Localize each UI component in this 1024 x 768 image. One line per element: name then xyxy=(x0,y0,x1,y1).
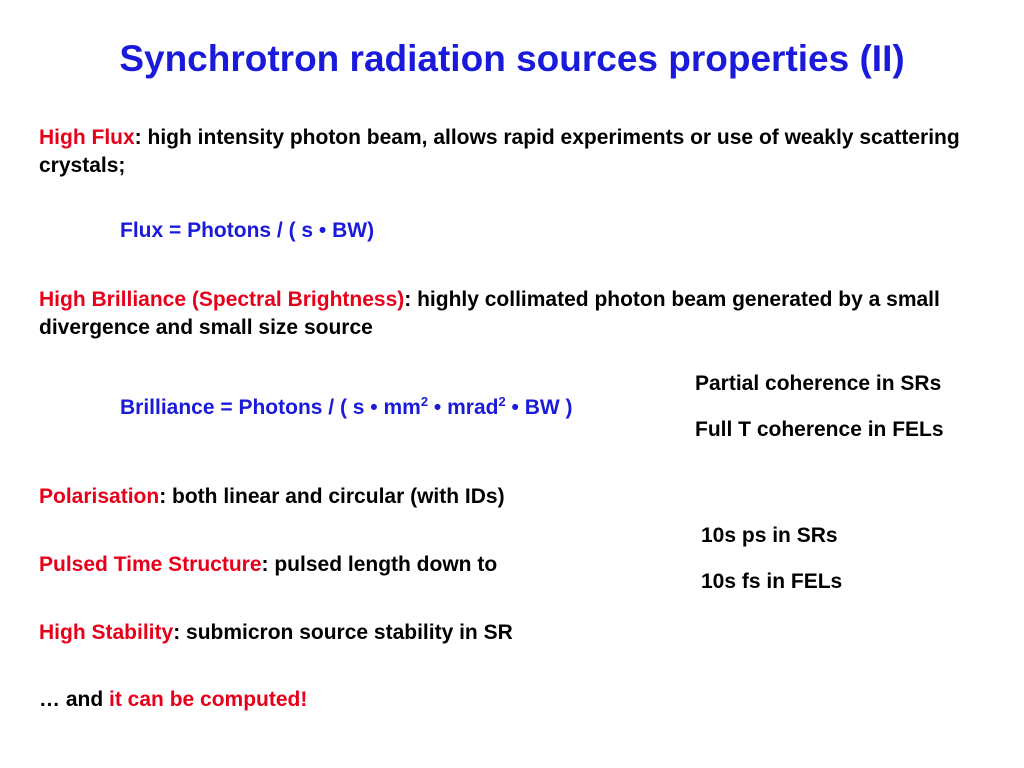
polarisation-paragraph xyxy=(39,483,979,511)
brilliance-term: High Brilliance (Spectral Brightness) xyxy=(39,288,405,311)
flux-term: High Flux xyxy=(39,126,135,149)
stability-paragraph xyxy=(39,619,979,647)
brilliance-description: : highly collimated photon beam generated by a small divergence and small size source xyxy=(39,288,940,339)
coherence-note-sr: Partial coherence in SRs xyxy=(695,372,942,395)
closing-highlight: it can be computed! xyxy=(109,688,308,711)
pulsed-paragraph xyxy=(39,551,979,579)
closing-prefix: … and xyxy=(39,688,110,711)
stability-term: High Stability xyxy=(39,621,174,644)
slide-title: Synchrotron radiation sources properties (II) xyxy=(119,38,905,79)
pulse-note-sr: 10s ps in SRs xyxy=(701,524,838,547)
flux-description: : high intensity photon beam, allows rapid experiments or use of weakly scattering crystals; xyxy=(39,126,960,177)
pulsed-description: : pulsed length down to xyxy=(261,553,498,576)
brilliance-formula-sup2: 2 xyxy=(498,394,506,409)
pulsed-term: Pulsed Time Structure xyxy=(39,553,262,576)
coherence-note-fel: Full T coherence in FELs xyxy=(695,418,944,441)
brilliance-formula xyxy=(120,396,573,420)
brilliance-formula-part-c: • BW ) xyxy=(505,396,573,419)
polarisation-term: Polarisation xyxy=(39,485,160,508)
brilliance-formula-part-b: • mrad xyxy=(428,396,499,419)
closing-line xyxy=(39,686,979,714)
stability-description: : submicron source stability in SR xyxy=(173,621,513,644)
brilliance-formula-sup1: 2 xyxy=(420,394,429,409)
flux-formula: Flux = Photons / ( s • BW) xyxy=(120,219,375,242)
polarisation-description: : both linear and circular (with IDs) xyxy=(159,485,505,508)
pulse-note-fel: 10s fs in FELs xyxy=(701,570,843,593)
flux-paragraph xyxy=(39,124,979,180)
brilliance-formula-part-a: Brilliance = Photons / ( s • mm xyxy=(120,396,421,419)
brilliance-paragraph xyxy=(39,286,979,342)
